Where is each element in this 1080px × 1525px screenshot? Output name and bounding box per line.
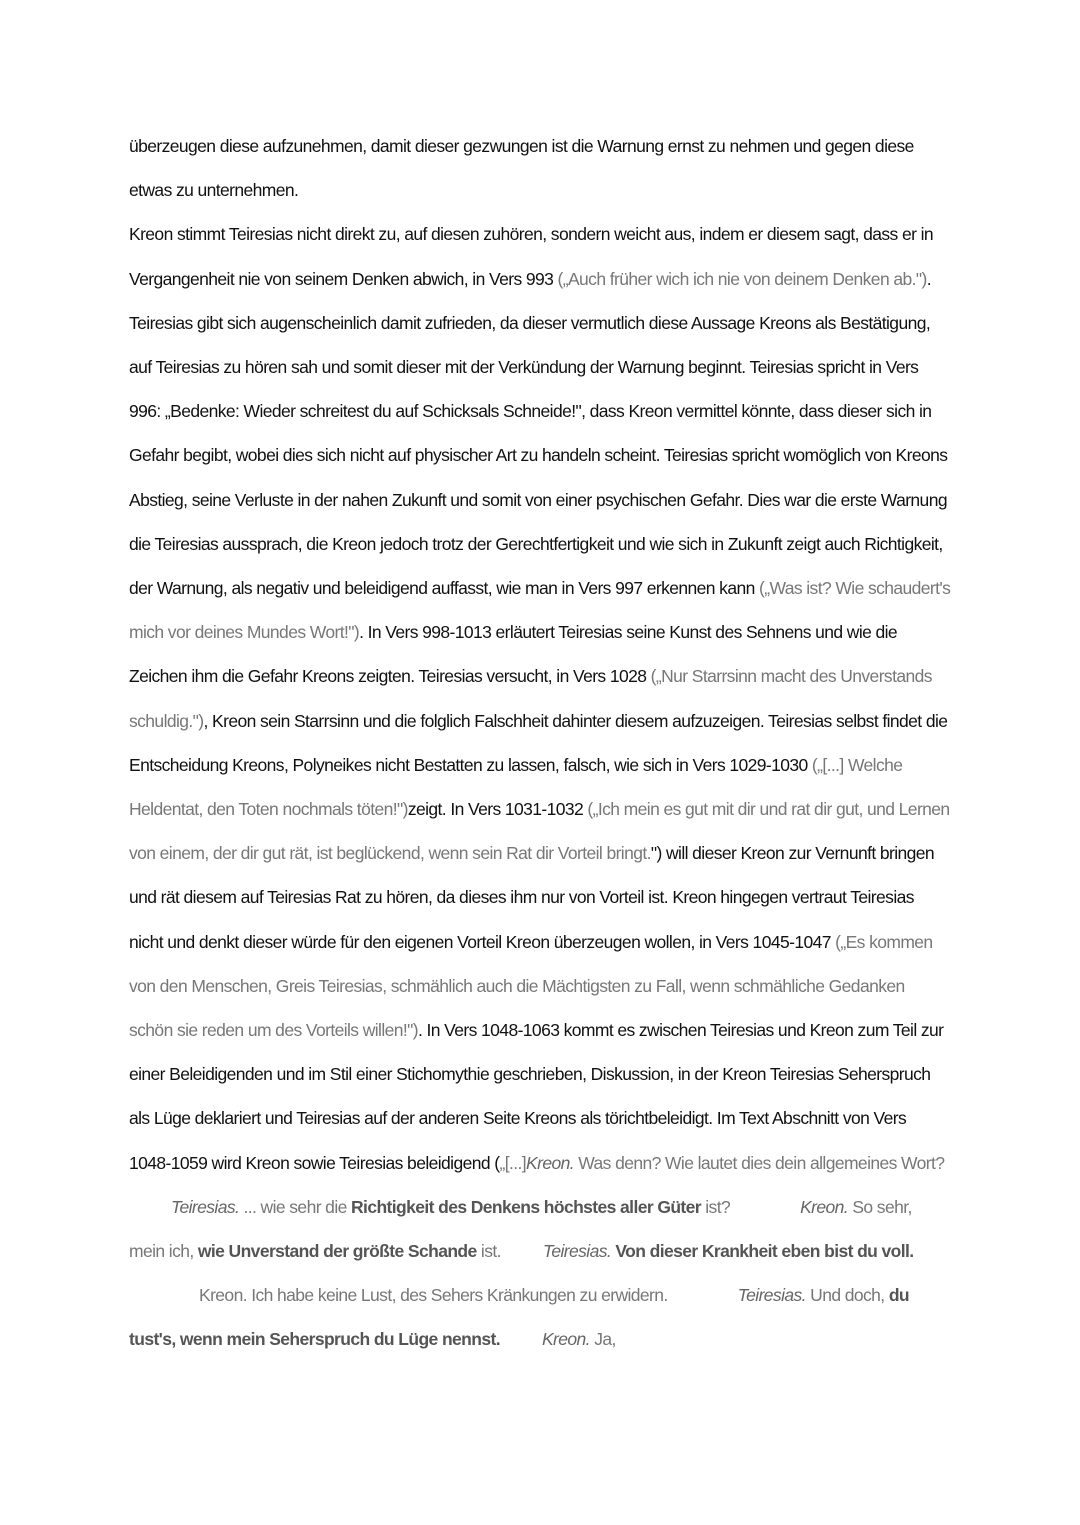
dialogue-line: Was denn? Wie lautet dies dein allgemeines Wort? [574, 1152, 945, 1173]
speaker-teiresias: Teiresias. [737, 1285, 806, 1306]
paragraph-2 [129, 212, 951, 1361]
quote-vers-993: („Auch früher wich ich nie von deinem Denken ab.") [557, 268, 927, 289]
speaker-teiresias: Teiresias. [171, 1196, 240, 1217]
dialogue-emphasis: Von dieser Krankheit eben bist du voll. [615, 1241, 914, 1262]
dialogue-emphasis: Richtigkeit des Denkens höchstes aller Güter [351, 1196, 701, 1217]
quote-vers-1029: („[...] Welche Heldentat, den Toten nochmals töten!") [129, 754, 903, 820]
dialogue-line: ist? [701, 1196, 731, 1217]
dialogue-open: „[...] [499, 1152, 527, 1173]
document-page [129, 124, 951, 1362]
dialogue-line: Und doch, [805, 1285, 889, 1306]
text-segment: , Kreon sein Starrsinn und die folglich Falschheit dahinter diesem aufzuzeigen. Teiresias selbst findet die Entscheidung Kreons, Polyneikes nicht Bestatten zu lassen, falsch, wie sich in Vers 1029-1030 [129, 710, 948, 775]
speaker-kreon: Kreon. [526, 1152, 574, 1173]
text-segment: . Teiresias gibt sich augenscheinlich damit zufrieden, da dieser vermutlich diese Aussage Kreons als Bestätigung, auf Teiresias zu hören sah und somit dieser mit der Verkündung der Warnung beginnt. Teiresias spricht in Vers 996: „Bedenke: Wieder schreitest du auf Schicksals Schneide!", dass Kreon vermittel könnte, dass dieser sich in Gefahr begibt, wobei dies sich nicht auf physischer Art zu handeln scheint. Teiresias spricht womöglich von Kreons Abstieg, seine Verluste in der nahen Zukunft und somit von einer psychischen Gefahr. Dies war die erste Warnung die Teiresias aussprach, die Kreon jedoch trotz der Gerechtfertigkeit und wie sich in Zukunft zeigt auch Richtigkeit, der Warnung, als negativ und beleidigend auffasst, wie man in Vers 997 erkennen kann [129, 268, 948, 599]
speaker-teiresias: Teiresias. [542, 1241, 612, 1262]
text-segment: Kreon stimmt Teiresias nicht direkt zu, auf diesen zuhören, sondern weicht aus, indem er diesem sagt, dass er in Vergangenheit nie von seinem Denken abwich, in Vers 993 [129, 224, 934, 289]
text-segment: zeigt. In Vers 1031-1032 [407, 799, 588, 820]
paragraph-1 [129, 124, 951, 212]
dialogue-emphasis: wie Unverstand der größte Schande [197, 1241, 477, 1262]
quote-vers-1045: („Es kommen von den Menschen, Greis Teiresias, schmählich auch die Mächtigsten zu Fall, wenn schmähliche Gedanken schön sie reden um des Vorteils willen!") [129, 931, 933, 1041]
text-segment: ") will dieser Kreon zur Vernunft bringen und rät diesem auf Teiresias Rat zu hören, da dieses ihm nur von Vorteil ist. Kreon hingegen vertraut Teiresias nicht und denkt dieser würde für den eigenen Vorteil Kreon überzeugen wollen, in Vers 1045-1047 [129, 843, 935, 952]
dialogue-line: ... wie sehr die [239, 1196, 352, 1217]
quote-vers-1031: („Ich mein es gut mit dir und rat dir gut, und Lernen von einem, der dir gut rät, ist beglückend, wenn sein Rat dir Vorteil bringt. [129, 799, 950, 864]
text-segment: . In Vers 1048-1063 kommt es zwischen Teiresias und Kreon zum Teil zur einer Beleidigenden und im Stil einer Stichomythie geschrieben, Diskussion, in der Kreon Teiresias Seherspruch als Lüge deklariert und Teiresias auf der anderen Seite Kreons als törichtbeleidigt. Im Text Abschnitt von Vers 1048-1059 wird Kreon sowie Teiresias beleidigend ( [129, 1020, 944, 1173]
dialogue-emphasis: du tust's, wenn mein Seherspruch du Lüge nennst. [129, 1285, 910, 1350]
text-segment: . In Vers 998-1013 erläutert Teiresias seine Kunst des Sehnens und wie die Zeichen ihm die Gefahr Kreons zeigten. Teiresias versucht, in Vers 1028 [129, 622, 898, 687]
speaker-kreon: Kreon. [541, 1329, 590, 1350]
dialogue-line: Ja, [589, 1329, 616, 1350]
dialogue-line: Kreon. Ich habe keine Lust, des Sehers Kränkungen zu erwidern. [199, 1285, 668, 1306]
quote-vers-1028: („Nur Starrsinn macht des Unverstands schuldig.") [129, 666, 932, 731]
dialogue-line: ist. [476, 1241, 501, 1262]
quote-vers-997: („Was ist? Wie schaudert's mich vor deines Mundes Wort!") [129, 578, 951, 643]
dialogue-line: So sehr, mein ich, [129, 1196, 912, 1262]
speaker-kreon: Kreon. [800, 1196, 849, 1217]
paragraph-1-text: überzeugen diese aufzunehmen, damit dieser gezwungen ist die Warnung ernst zu nehmen und gegen diese etwas zu unternehmen. [129, 136, 914, 201]
